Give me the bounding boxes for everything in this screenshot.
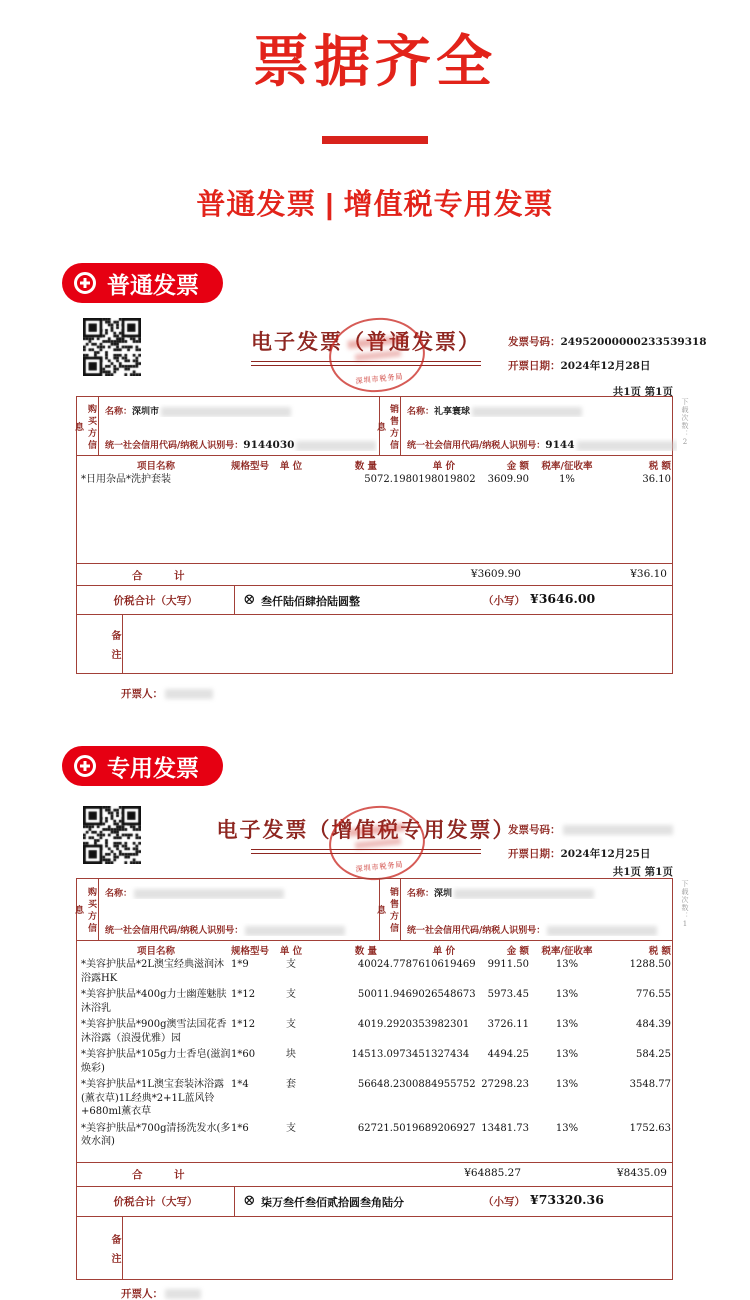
buyer-section-label: 购买方信息 <box>77 397 99 455</box>
tax-sum-row <box>77 585 672 614</box>
item-tax: 776.55 <box>636 989 671 1000</box>
col-name: 项目名称 <box>136 946 175 957</box>
item-price: 24.7787610619469 <box>377 959 476 970</box>
item-unit: 支 <box>286 959 296 970</box>
buyer-taxid-label: 统一社会信用代码/纳税人识别号： <box>105 441 244 451</box>
item-rate: 13% <box>555 1049 579 1060</box>
remark-label: 备注 <box>77 615 123 674</box>
item-row <box>81 988 669 1015</box>
total-tax: ¥36.10 <box>630 568 667 580</box>
redacted-seller-taxid <box>577 441 677 451</box>
invoice-meta <box>508 334 707 382</box>
redacted-buyer-name <box>161 407 291 417</box>
item-amount: 27298.23 <box>481 1079 529 1090</box>
totals-row <box>77 1162 672 1186</box>
items-table <box>77 958 672 1162</box>
invoice-title: 电子发票（普通发票） <box>251 329 481 354</box>
item-unit: 块 <box>286 1049 296 1060</box>
item-price: 21.5019689206927 <box>377 1122 476 1134</box>
item-name: *美容护肤品*1L澳宝套装沐浴露(薰衣草)1L经典*2+1L蓝风铃+680ml薰衣草 <box>81 1079 225 1117</box>
col-amount: 金 额 <box>506 461 529 472</box>
item-rate: 1% <box>559 474 575 485</box>
item-tax: 1288.50 <box>629 959 671 970</box>
total-amount: ¥64885.27 <box>464 1167 521 1179</box>
total-tax: ¥8435.09 <box>616 1167 667 1179</box>
total-amount: ¥3609.90 <box>470 568 521 580</box>
total-label: 合 计 <box>132 1169 185 1181</box>
item-price: 3.0973451327434 <box>377 1049 470 1060</box>
stamp-text: 深圳市税务局 <box>355 372 404 386</box>
redacted-seller-name <box>472 407 582 417</box>
items-table <box>77 473 672 563</box>
invoice-date: 2024年12月25日 <box>560 848 651 860</box>
col-qty: 数 量 <box>354 946 377 957</box>
plus-icon <box>74 755 96 777</box>
table-header <box>77 941 672 958</box>
stamp-smudge <box>355 350 401 362</box>
buyer-info <box>73 397 379 455</box>
item-tax: 1752.63 <box>629 1122 671 1134</box>
seller-taxid-label: 统一社会信用代码/纳税人识别号： <box>407 926 546 936</box>
item-name: *美容护肤品*400g力士幽莲魅肤沐浴乳 <box>81 989 227 1014</box>
item-qty: 566 <box>357 1079 377 1090</box>
item-name: *美容护肤品*700g清扬洗发水(多效水润) <box>81 1122 231 1147</box>
stamp-smudge <box>347 335 406 349</box>
sum-in-words: 柒万叁仟叁佰贰拾圆叁角陆分 <box>261 1196 404 1209</box>
item-amount: 9911.50 <box>487 959 529 970</box>
col-qty: 数 量 <box>354 461 377 472</box>
item-unit: 支 <box>286 989 296 1000</box>
item-qty: 1451 <box>351 1049 377 1060</box>
invoice-date: 2024年12月28日 <box>560 360 651 372</box>
invoice-meta <box>508 822 673 870</box>
badge-label: 专用发票 <box>107 754 199 781</box>
item-amount: 3609.90 <box>487 474 529 485</box>
remark-space <box>123 1217 672 1280</box>
invoice-title: 电子发票（增值税专用发票） <box>216 817 516 842</box>
table-header <box>77 456 672 473</box>
item-row <box>81 958 669 985</box>
item-tax: 3548.77 <box>629 1079 671 1090</box>
buyer-name: 深圳市 <box>132 407 160 417</box>
redacted-buyer-taxid <box>245 926 345 936</box>
col-price: 单 价 <box>432 461 455 472</box>
invoice-date-label: 开票日期： <box>508 360 561 372</box>
tax-sum-row <box>77 1186 672 1216</box>
invoice-number-label: 发票号码： <box>508 336 561 348</box>
invoice-ordinary <box>73 312 707 716</box>
item-unit: 支 <box>286 1122 296 1134</box>
sum-in-words: 叁仟陆佰肆拾陆圆整 <box>261 595 360 608</box>
item-amount: 4494.25 <box>487 1049 529 1060</box>
item-amount: 3726.11 <box>487 1019 529 1030</box>
redacted-invoice-number <box>563 825 673 835</box>
item-price: 11.9469026548673 <box>377 989 476 1000</box>
stamp-smudge <box>355 838 401 850</box>
sum-figure: ¥3646.00 <box>530 591 596 606</box>
badge-special-invoice <box>62 746 223 786</box>
seller-name-label: 名称： <box>407 889 435 899</box>
item-spec: 1*12 <box>231 1019 256 1030</box>
badge-label: 普通发票 <box>107 271 199 298</box>
item-unit: 套 <box>286 1079 296 1090</box>
title-divider <box>322 136 428 144</box>
col-amount: 金 额 <box>506 946 529 957</box>
page-indicator: 共1页 第1页 <box>612 386 673 398</box>
seller-section-label: 销售方信息 <box>379 397 401 455</box>
redacted-issuer <box>165 689 213 699</box>
page-indicator: 共1页 第1页 <box>612 866 673 878</box>
redacted-seller-name <box>454 889 594 899</box>
item-qty: 400 <box>357 959 377 970</box>
issuer <box>121 686 213 701</box>
col-spec: 规格型号 <box>231 461 270 472</box>
issuer-label: 开票人： <box>121 1288 163 1300</box>
item-tax: 36.10 <box>642 474 671 485</box>
seller-name-label: 名称： <box>407 407 435 417</box>
invoice-body <box>73 878 673 1280</box>
item-spec: 1*6 <box>231 1122 249 1134</box>
seller-section-label: 销售方信息 <box>379 879 401 940</box>
item-price: 48.2300884955752 <box>377 1079 476 1090</box>
item-name: *美容护肤品*105g力士香皂(滋润焕彩) <box>81 1049 231 1074</box>
page-title: 票据齐全 <box>253 30 497 93</box>
sum-label: 价税合计（大写） <box>77 1187 235 1216</box>
item-price: 9.2920353982301 <box>377 1019 470 1030</box>
invoice-special <box>73 800 689 1300</box>
download-count-note: 下载次数：2 <box>681 398 689 447</box>
invoice-body <box>73 396 673 674</box>
sum-small-label: （小写） <box>483 595 525 607</box>
sum-figure: ¥73320.36 <box>530 1192 604 1207</box>
circled-x-icon: ⊗ <box>243 590 256 608</box>
buyer-name-label: 名称： <box>105 407 133 417</box>
col-spec: 规格型号 <box>231 946 270 957</box>
item-qty: 500 <box>357 989 377 1000</box>
item-qty: 401 <box>357 1019 377 1030</box>
badge-ordinary-invoice <box>62 263 223 303</box>
qr-code <box>83 806 141 864</box>
seller-name: 礼享寰球 <box>434 407 471 417</box>
totals-row <box>77 563 672 585</box>
col-tax: 税 额 <box>648 946 671 957</box>
item-qty: 627 <box>357 1122 377 1134</box>
buyer-name-label: 名称： <box>105 889 133 899</box>
invoice-number-label: 发票号码： <box>508 824 561 836</box>
plus-icon <box>74 272 96 294</box>
item-rate: 13% <box>555 1079 579 1090</box>
invoice-date-label: 开票日期： <box>508 848 561 860</box>
page-subtitle: 普通发票 | 增值税专用发票 <box>196 189 554 221</box>
item-name: *美容护肤品*2L澳宝经典滋润沐浴露HK <box>81 959 225 984</box>
redacted-buyer-name <box>134 889 284 899</box>
item-rate: 13% <box>555 1122 579 1134</box>
seller-name: 深圳 <box>434 889 453 899</box>
col-tax: 税 额 <box>648 461 671 472</box>
issuer-label: 开票人： <box>121 688 163 700</box>
redacted-seller-taxid <box>547 926 657 936</box>
col-unit: 单 位 <box>279 461 303 472</box>
item-tax: 584.25 <box>636 1049 671 1060</box>
item-amount: 5973.45 <box>487 989 529 1000</box>
sum-small-label: （小写） <box>483 1196 525 1208</box>
item-unit: 支 <box>286 1019 296 1030</box>
remark-label: 备注 <box>77 1217 123 1280</box>
col-rate: 税率/征收率 <box>541 461 593 472</box>
party-band <box>73 879 672 941</box>
item-row <box>81 1048 669 1075</box>
col-name: 项目名称 <box>136 461 175 472</box>
item-price: 72.1980198019802 <box>377 474 476 485</box>
item-rate: 13% <box>555 989 579 1000</box>
circled-x-icon: ⊗ <box>243 1191 256 1209</box>
remark-space <box>123 615 672 674</box>
seller-taxid: 9144 <box>545 439 575 451</box>
buyer-info <box>73 879 379 940</box>
buyer-section-label: 购买方信息 <box>77 879 99 940</box>
remarks <box>77 1216 672 1280</box>
stamp-smudge <box>347 823 406 837</box>
col-rate: 税率/征收率 <box>541 946 593 957</box>
col-price: 单 价 <box>432 946 455 957</box>
seller-info <box>375 879 672 940</box>
redacted-buyer-taxid <box>296 441 376 451</box>
item-row <box>81 473 669 487</box>
item-row <box>81 1018 669 1045</box>
item-name: *日用杂品*洗护套装 <box>81 474 171 485</box>
seller-info <box>375 397 672 455</box>
total-label: 合 计 <box>132 570 185 582</box>
item-spec: 1*12 <box>231 989 256 1000</box>
party-band <box>73 397 672 456</box>
download-count-note: 下载次数：1 <box>681 880 689 929</box>
redacted-issuer <box>165 1289 201 1299</box>
issuer <box>121 1286 201 1300</box>
seller-taxid-label: 统一社会信用代码/纳税人识别号： <box>407 441 546 451</box>
item-tax: 484.39 <box>636 1019 671 1030</box>
item-spec: 1*60 <box>231 1049 256 1060</box>
qr-code <box>83 318 141 376</box>
item-name: *美容护肤品*900g澳雪法国花香沐浴露（浪漫优雅）园 <box>81 1019 227 1044</box>
remarks <box>77 614 672 674</box>
item-qty: 50 <box>364 474 377 485</box>
item-amount: 13481.73 <box>481 1122 529 1134</box>
item-row <box>81 1122 669 1149</box>
buyer-taxid: 9144030 <box>243 439 295 451</box>
item-rate: 13% <box>555 959 579 970</box>
buyer-taxid-label: 统一社会信用代码/纳税人识别号： <box>105 926 244 936</box>
invoice-number: 24952000000233539318 <box>560 336 707 348</box>
item-rate: 13% <box>555 1019 579 1030</box>
col-unit: 单 位 <box>279 946 303 957</box>
sum-label: 价税合计（大写） <box>77 586 235 614</box>
item-spec: 1*9 <box>231 959 249 970</box>
item-spec: 1*4 <box>231 1079 249 1090</box>
item-row <box>81 1078 669 1119</box>
stamp-text: 深圳市税务局 <box>355 860 404 874</box>
